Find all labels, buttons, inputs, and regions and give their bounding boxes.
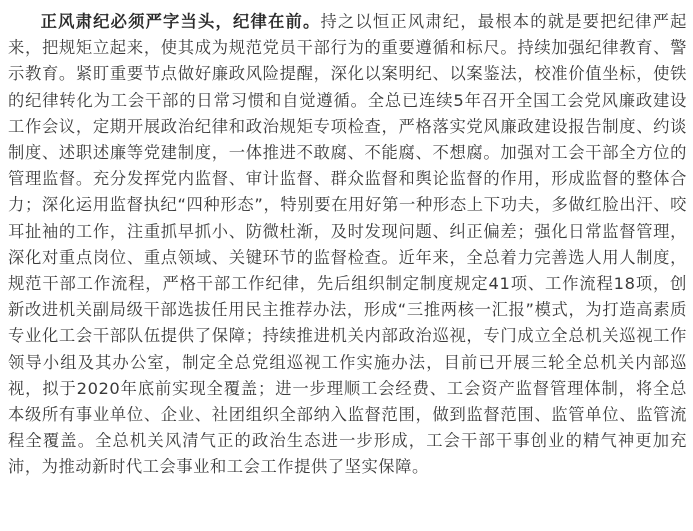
paragraph-body: 持之以恒正风肃纪，最根本的就是要把纪律严起来，把规矩立起来，使其成为规范党员干部行为的重要遵循和标尺。持续加强纪律教育、警示教育。紧盯重要节点做好廉政风险提醒，深化以案明纪、以案鉴法，校准价值坐标，使铁的纪律转化为工会干部的日常习惯和自觉遵循。全总已连续5年召开全国工会党风廉政建设工作会议，定期开展政治纪律和政治规矩专项检查，严格落实党风廉政建设报告制度、约谈制度、述职述廉等党建制度，一体推进不敢腐、不能腐、不想腐。加强对工会干部全方位的管理监督。充分发挥党内监督、审计监督、群众监督和舆论监督的作用，形成监督的整体合力；深化运用监督执纪“四种形态”，特别要在用好第一种形态上下功夫，多做红脸出汗、咬耳扯袖的工作，注重抓早抓小、防微杜渐，及时发现问题、纠正偏差；强化日常监督管理，深化对重点岗位、重点领域、关键环节的监督检查。近年来，全总着力完善选人用人制度，规范干部工作流程，严格干部工作纪律，先后组织制定制度规定41项、工作流程18项，创新改进机关副局级干部选拔任用民主推荐办法，形成“三推两核一汇报”模式，为打造高素质专业化工会干部队伍提供了保障；持续推进机关内部政治巡视，专门成立全总机关巡视工作领导小组及其办公室，制定全总党组巡视工作实施办法，目前已开展三轮全总机关内部巡视，拟于2020年底前实现全覆盖；进一步理顺工会经费、工会资产监督管理体制，将全总本级所有事业单位、企业、社团组织全部纳入监督范围，做到监督范围、监管单位、监管流程全覆盖。全总机关风清气正的政治生态进一步形成，工会干部干事创业的精气神更加充沛，为推动新时代工会事业和工会工作提供了坚实保障。 — [8, 12, 687, 477]
lead-sentence: 正风肃纪必须严字当头，纪律在前。 — [40, 12, 321, 31]
